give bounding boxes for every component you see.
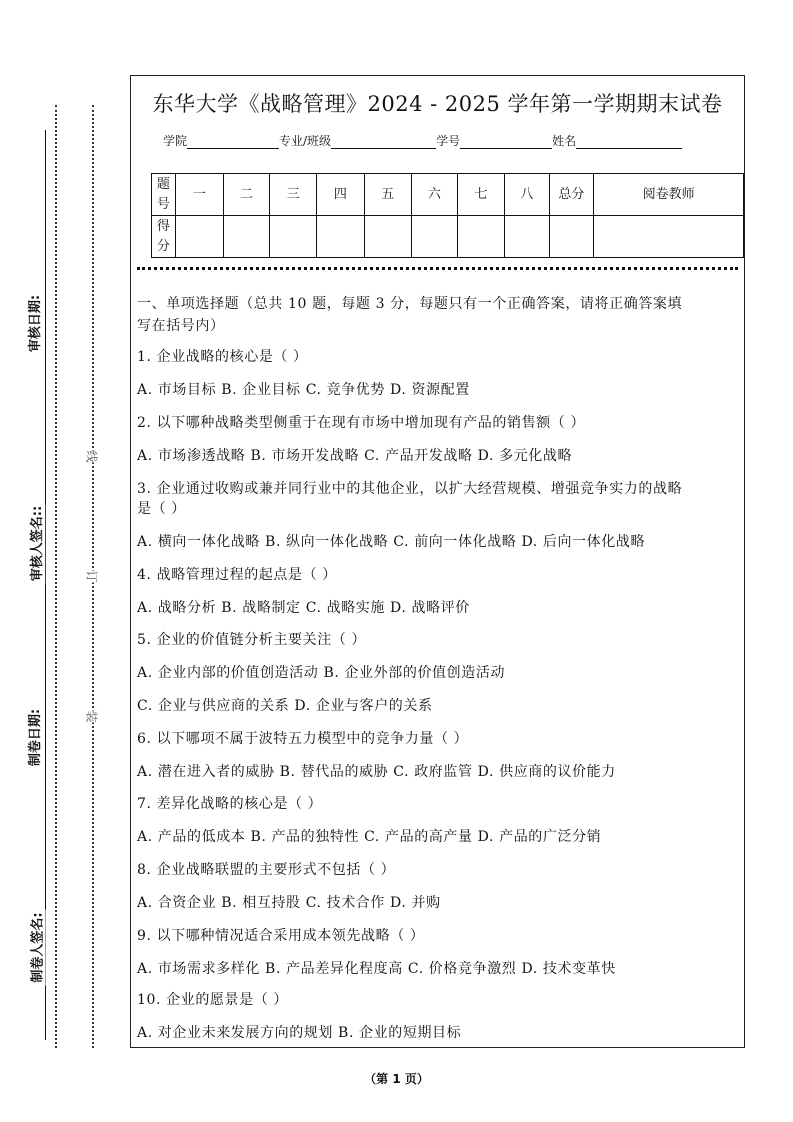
question-text: 5. 企业的价值链分析主要关注（ ） bbox=[137, 632, 367, 648]
score-cell[interactable] bbox=[549, 216, 594, 258]
col-6: 六 bbox=[411, 174, 457, 216]
question-text: 10. 企业的愿景是（ ） bbox=[137, 992, 288, 1008]
col-8: 八 bbox=[505, 174, 550, 216]
bind-mark-line: 线 bbox=[84, 450, 99, 463]
col-7: 七 bbox=[457, 174, 504, 216]
score-table-header-row bbox=[152, 174, 744, 216]
question-text: 9. 以下哪种情况适合采用成本领先战略（ ） bbox=[137, 928, 425, 944]
answer-options: A. 对企业未来发展方向的规划 B. 企业的短期目标 bbox=[137, 1025, 462, 1041]
major-label: 专业/班级 bbox=[279, 134, 332, 148]
exam-frame bbox=[130, 75, 745, 1048]
student-id-field[interactable] bbox=[460, 134, 552, 149]
score-cell[interactable] bbox=[594, 216, 744, 258]
college-field[interactable] bbox=[187, 134, 279, 149]
binding-dotted-line-outer bbox=[55, 105, 57, 1048]
dotted-divider bbox=[137, 267, 738, 270]
question-text: 8. 企业战略联盟的主要形式不包括（ ） bbox=[137, 862, 396, 878]
question-text: 6. 以下哪项不属于波特五力模型中的竞争力量（ ） bbox=[137, 731, 469, 747]
question-text: 2. 以下哪种战略类型侧重于在现有市场中增加现有产品的销售额（ ） bbox=[137, 415, 586, 431]
score-cell[interactable] bbox=[175, 216, 223, 258]
exam-title: 东华大学《战略管理》2024 - 2025 学年第一学期期末试卷 bbox=[152, 92, 723, 116]
score-row bbox=[152, 216, 744, 258]
question-text: 4. 战略管理过程的起点是（ ） bbox=[137, 567, 337, 583]
signature-line bbox=[45, 130, 46, 1040]
score-cell[interactable] bbox=[411, 216, 457, 258]
col-total: 总分 bbox=[549, 174, 594, 216]
answer-options: A. 市场需求多样化 B. 产品差异化程度高 C. 价格竞争激烈 D. 技术变革快 bbox=[137, 961, 616, 977]
score-table bbox=[151, 173, 744, 258]
answer-options: A. 产品的低成本 B. 产品的独特性 C. 产品的高产量 D. 产品的广泛分销 bbox=[137, 829, 602, 845]
header-label-cell: 题号 bbox=[152, 174, 176, 216]
question-text: 1. 企业战略的核心是（ ） bbox=[137, 349, 308, 365]
answer-options: A. 企业内部的价值创造活动 B. 企业外部的价值创造活动 bbox=[137, 665, 506, 681]
question-text: 7. 差异化战略的核心是（ ） bbox=[137, 796, 323, 812]
question-text: 3. 企业通过收购或兼并同行业中的其他企业，以扩大经营规模、增强竞争实力的战略 bbox=[137, 481, 683, 497]
student-id-label: 学号 bbox=[436, 134, 461, 148]
answer-options: A. 市场渗透战略 B. 市场开发战略 C. 产品开发战略 D. 多元化战略 bbox=[137, 448, 573, 464]
score-cell[interactable] bbox=[364, 216, 411, 258]
score-cell[interactable] bbox=[317, 216, 364, 258]
col-grader: 阅卷教师 bbox=[594, 174, 744, 216]
score-cell[interactable] bbox=[505, 216, 550, 258]
name-field[interactable] bbox=[576, 134, 682, 149]
score-label-cell: 得分 bbox=[152, 216, 176, 258]
answer-options: A. 合资企业 B. 相互持股 C. 技术合作 D. 并购 bbox=[137, 895, 441, 911]
reviewer-sign-label: 审核人签名:: bbox=[26, 503, 45, 584]
student-info-row bbox=[163, 132, 682, 149]
page-number: （第 1 页） bbox=[364, 1072, 429, 1086]
bind-mark-pack: 装 bbox=[84, 710, 99, 723]
name-label: 姓名 bbox=[552, 134, 577, 148]
score-cell[interactable] bbox=[457, 216, 504, 258]
col-4: 四 bbox=[317, 174, 364, 216]
bind-mark-order: 订 bbox=[84, 570, 99, 583]
answer-options: C. 企业与供应商的关系 D. 企业与客户的关系 bbox=[137, 698, 433, 714]
score-cell[interactable] bbox=[270, 216, 317, 258]
col-2: 二 bbox=[223, 174, 269, 216]
col-3: 三 bbox=[270, 174, 317, 216]
answer-options: A. 市场目标 B. 企业目标 C. 竞争优势 D. 资源配置 bbox=[137, 382, 470, 398]
score-cell[interactable] bbox=[223, 216, 269, 258]
col-5: 五 bbox=[364, 174, 411, 216]
section-heading: 一、单项选择题（总共 10 题，每题 3 分，每题只有一个正确答案，请将正确答案填 bbox=[137, 296, 683, 312]
question-text-cont: 是（ ） bbox=[137, 501, 186, 517]
review-date-label: 审核日期: bbox=[24, 292, 43, 355]
section-heading-cont: 写在括号内） bbox=[137, 318, 225, 334]
college-label: 学院 bbox=[163, 134, 188, 148]
make-date-label: 制卷日期: bbox=[24, 706, 43, 769]
answer-options: A. 横向一体化战略 B. 纵向一体化战略 C. 前向一体化战略 D. 后向一体化战略 bbox=[137, 534, 646, 550]
col-1: 一 bbox=[175, 174, 223, 216]
answer-options: A. 战略分析 B. 战略制定 C. 战略实施 D. 战略评价 bbox=[137, 600, 470, 616]
maker-sign-label: 制卷人签名: bbox=[27, 909, 46, 985]
answer-options: A. 潜在进入者的威胁 B. 替代品的威胁 C. 政府监管 D. 供应商的议价能力 bbox=[137, 764, 616, 780]
major-field[interactable] bbox=[331, 134, 436, 149]
